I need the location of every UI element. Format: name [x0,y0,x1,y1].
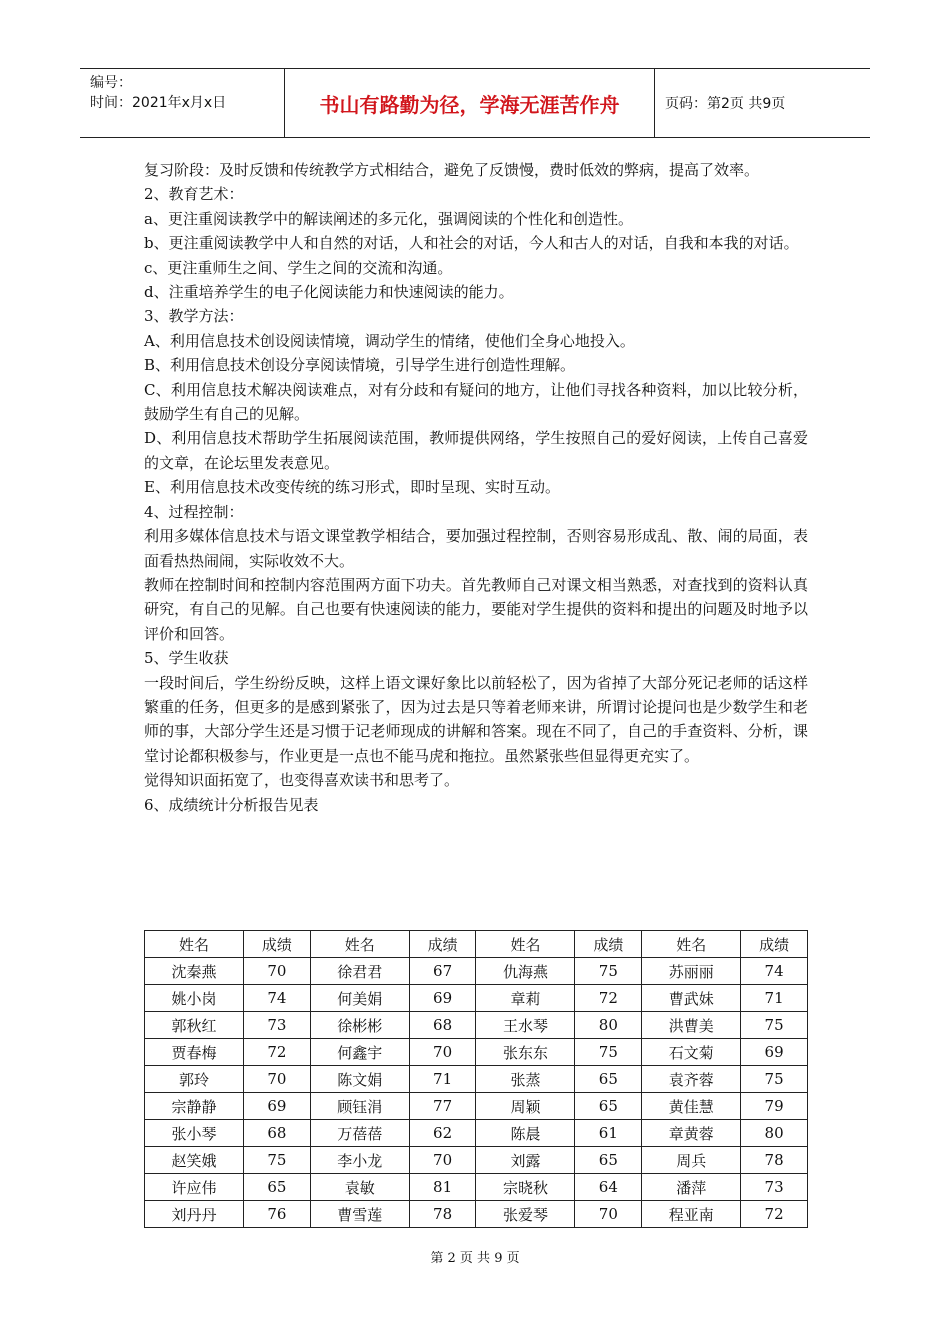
score-cell: 67 [409,958,476,985]
student-name-cell: 顾钰涓 [310,1093,409,1120]
score-cell: 78 [741,1147,808,1174]
score-cell: 69 [409,985,476,1012]
score-cell: 73 [741,1174,808,1201]
paragraph: D、利用信息技术帮助学生拓展阅读范围，教师提供网络，学生按照自己的爱好阅读，上传自己喜爱的文章，在论坛里发表意见。 [144,429,808,472]
table-row [145,958,808,985]
score-cell: 77 [409,1093,476,1120]
score-cell: 72 [244,1039,311,1066]
paragraph: c、更注重师生之间、学生之间的交流和沟通。 [144,258,453,277]
score-cell: 76 [244,1201,311,1228]
paragraph: d、注重培养学生的电子化阅读能力和快速阅读的能力。 [144,283,514,302]
score-cell: 75 [741,1012,808,1039]
score-cell: 74 [741,958,808,985]
student-name-cell: 何鑫宇 [310,1039,409,1066]
page-header [80,68,870,138]
paragraph: 2、教育艺术： [144,185,244,204]
student-name-cell: 黄佳慧 [642,1093,741,1120]
score-cell: 72 [741,1201,808,1228]
paragraph: 5、学生收获 [144,649,229,668]
student-name-cell: 赵笑娥 [145,1147,244,1174]
score-cell: 64 [575,1174,642,1201]
student-name-cell: 周兵 [642,1147,741,1174]
paragraph: b、更注重阅读教学中人和自然的对话，人和社会的对话，今人和古人的对话，自我和本我的对话。 [144,234,799,253]
paragraph: 觉得知识面拓宽了，也变得喜欢读书和思考了。 [144,771,460,790]
student-name-cell: 潘萍 [642,1174,741,1201]
column-header-score: 成绩 [244,931,311,958]
student-name-cell: 曹武妹 [642,985,741,1012]
table-row [145,1039,808,1066]
student-name-cell: 周颖 [476,1093,575,1120]
student-name-cell: 郭秋红 [145,1012,244,1039]
student-name-cell: 张小琴 [145,1120,244,1147]
paragraph: a、更注重阅读教学中的解读阐述的多元化，强调阅读的个性化和创造性。 [144,209,633,228]
student-name-cell: 程亚南 [642,1201,741,1228]
score-cell: 68 [244,1120,311,1147]
page-footer: 第 2 页 共 9 页 [430,1251,520,1266]
student-name-cell: 袁敏 [310,1174,409,1201]
table-row [145,1201,808,1228]
student-name-cell: 洪曹美 [642,1012,741,1039]
score-cell: 65 [575,1147,642,1174]
student-name-cell: 宗静静 [145,1093,244,1120]
student-name-cell: 张东东 [476,1039,575,1066]
table-row [145,1012,808,1039]
score-cell: 65 [575,1093,642,1120]
table-row [145,1093,808,1120]
score-cell: 75 [575,958,642,985]
student-name-cell: 袁齐蓉 [642,1066,741,1093]
doc-number-label: 编号： [90,75,132,91]
student-name-cell: 万蓓蓓 [310,1120,409,1147]
score-cell: 75 [741,1066,808,1093]
student-name-cell: 刘丹丹 [145,1201,244,1228]
paragraph: E、利用信息技术改变传统的练习形式，即时呈现、实时互动。 [144,478,560,497]
column-header-name: 姓名 [642,931,741,958]
score-cell: 79 [741,1093,808,1120]
header-info [80,69,285,137]
student-name-cell: 许应伟 [145,1174,244,1201]
column-header-name: 姓名 [145,931,244,958]
student-name-cell: 宗晓秋 [476,1174,575,1201]
paragraph: B、利用信息技术创设分享阅读情境，引导学生进行创造性理解。 [144,356,576,375]
student-name-cell: 石文菊 [642,1039,741,1066]
student-name-cell: 贾春梅 [145,1039,244,1066]
paragraph: A、利用信息技术创设阅读情境，调动学生的情绪，使他们全身心地投入。 [144,331,635,350]
student-name-cell: 姚小岗 [145,985,244,1012]
document-body [144,158,808,817]
header-motto: 书山有路勤为径，学海无涯苦作舟 [285,69,655,137]
column-header-score: 成绩 [409,931,476,958]
score-cell: 65 [244,1174,311,1201]
student-name-cell: 仇海燕 [476,958,575,985]
score-cell: 69 [244,1093,311,1120]
score-cell: 80 [741,1120,808,1147]
student-name-cell: 刘露 [476,1147,575,1174]
score-cell: 72 [575,985,642,1012]
score-cell: 70 [244,958,311,985]
score-cell: 74 [244,985,311,1012]
score-cell: 61 [575,1120,642,1147]
table-row [145,1120,808,1147]
score-table [144,930,808,1228]
student-name-cell: 章莉 [476,985,575,1012]
student-name-cell: 陈文娟 [310,1066,409,1093]
column-header-score: 成绩 [575,931,642,958]
doc-time-label: 时间：2021年x月x日 [90,95,227,111]
table-row [145,1174,808,1201]
column-header-name: 姓名 [476,931,575,958]
student-name-cell: 王水琴 [476,1012,575,1039]
score-cell: 71 [409,1066,476,1093]
column-header-name: 姓名 [310,931,409,958]
student-name-cell: 李小龙 [310,1147,409,1174]
score-table-header-row [145,931,808,958]
score-cell: 78 [409,1201,476,1228]
score-cell: 70 [409,1147,476,1174]
student-name-cell: 张蒸 [476,1066,575,1093]
score-cell: 70 [409,1039,476,1066]
score-cell: 75 [575,1039,642,1066]
table-row [145,1147,808,1174]
table-row [145,1066,808,1093]
student-name-cell: 沈秦燕 [145,958,244,985]
header-page-code: 页码：第2页 共9页 [665,96,786,112]
paragraph: 一段时间后，学生纷纷反映，这样上语文课好象比以前轻松了，因为省掉了大部分死记老师的话这样繁重的任务，但更多的是感到紧张了，因为过去是只等着老师来讲，所谓讨论提问也是少数学生和老师的事，大部分学生还是习惯于记老师现成的讲解和答案。现在不同了，自己的手查资料、分析，课堂讨论都积极参与，作业更是一点也不能马虎和拖拉。虽然紧张些但显得更充实了。 [144,673,808,765]
student-name-cell: 何美娟 [310,985,409,1012]
score-cell: 65 [575,1066,642,1093]
student-name-cell: 陈晨 [476,1120,575,1147]
paragraph: 教师在控制时间和控制内容范围两方面下功夫。首先教师自己对课文相当熟悉，对查找到的资料认真研究，有自己的见解。自己也要有快速阅读的能力，要能对学生提供的资料和提出的问题及时地予以评价和回答。 [144,575,808,643]
paragraph: 6、成绩统计分析报告见表 [144,795,319,814]
score-cell: 81 [409,1174,476,1201]
paragraph: C、利用信息技术解决阅读难点，对有分歧和有疑问的地方，让他们寻找各种资料，加以比较分析，鼓励学生有自己的见解。 [144,380,808,424]
score-cell: 69 [741,1039,808,1066]
score-cell: 70 [244,1066,311,1093]
score-cell: 68 [409,1012,476,1039]
score-cell: 73 [244,1012,311,1039]
score-cell: 70 [575,1201,642,1228]
paragraph: 复习阶段：及时反馈和传统教学方式相结合，避免了反馈慢，费时低效的弊病，提高了效率。 [144,161,760,179]
student-name-cell: 苏丽丽 [642,958,741,985]
student-name-cell: 曹雪莲 [310,1201,409,1228]
paragraph: 4、过程控制： [144,502,244,521]
score-cell: 62 [409,1120,476,1147]
table-row [145,985,808,1012]
paragraph: 3、教学方法： [144,307,244,326]
score-cell: 71 [741,985,808,1012]
score-cell: 75 [244,1147,311,1174]
student-name-cell: 郭玲 [145,1066,244,1093]
column-header-score: 成绩 [741,931,808,958]
student-name-cell: 徐彬彬 [310,1012,409,1039]
student-name-cell: 徐君君 [310,958,409,985]
score-cell: 80 [575,1012,642,1039]
paragraph: 利用多媒体信息技术与语文课堂教学相结合，要加强过程控制，否则容易形成乱、散、闹的局面，表面看热热闹闹，实际收效不大。 [144,527,808,570]
student-name-cell: 张爱琴 [476,1201,575,1228]
student-name-cell: 章黄蓉 [642,1120,741,1147]
